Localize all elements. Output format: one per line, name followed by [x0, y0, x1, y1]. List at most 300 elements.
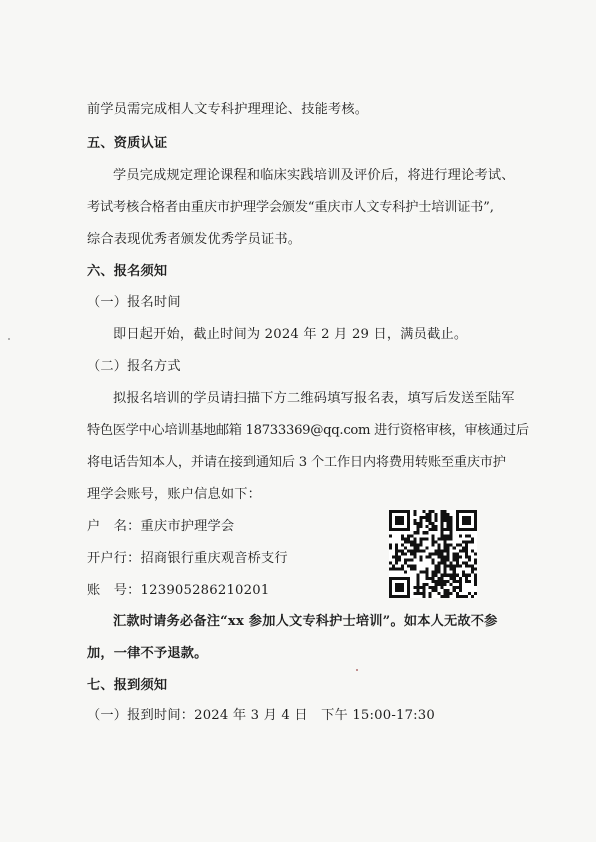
account-bank: 开户行：招商银行重庆观音桥支行 [87, 551, 288, 566]
qr-module [462, 528, 465, 531]
qr-module [389, 580, 392, 583]
qr-module [438, 571, 441, 574]
qr-module [416, 543, 419, 546]
qr-module [422, 595, 425, 598]
qr-module [465, 543, 468, 546]
qr-module [465, 595, 468, 598]
qr-module [416, 577, 419, 580]
qr-module [456, 562, 459, 565]
qr-module [474, 580, 477, 583]
qr-module [435, 540, 438, 543]
section-heading: 五、资质认证 [87, 136, 168, 151]
qr-module [428, 510, 431, 513]
qr-module [462, 540, 465, 543]
qr-module [416, 583, 419, 586]
qr-module [392, 528, 395, 531]
qr-module [447, 559, 450, 562]
qr-module [413, 537, 416, 540]
qr-module [444, 528, 447, 531]
qr-module [425, 537, 428, 540]
qr-module [410, 540, 413, 543]
qr-module [468, 559, 471, 562]
qr-module [428, 592, 431, 595]
qr-module [444, 574, 447, 577]
subsection-heading: （一）报到时间：2024 年 3 月 4 日 下午 15:00-17:30 [87, 708, 435, 723]
qr-module [404, 546, 407, 549]
qr-module [413, 519, 416, 522]
qr-module [462, 549, 465, 552]
qr-module [450, 534, 453, 537]
qr-module [425, 568, 428, 571]
qr-module [395, 586, 398, 589]
qr-module [389, 546, 392, 549]
qr-module [453, 589, 456, 592]
qr-module [407, 549, 410, 552]
qr-module [465, 565, 468, 568]
qr-module [465, 556, 468, 559]
qr-module [444, 537, 447, 540]
qr-module [465, 510, 468, 513]
qr-module [428, 522, 431, 525]
qr-module [392, 568, 395, 571]
qr-module [419, 592, 422, 595]
qr-module [431, 562, 434, 565]
qr-module [465, 574, 468, 577]
qr-module [422, 516, 425, 519]
qr-module [450, 562, 453, 565]
qr-module [419, 559, 422, 562]
qr-module [459, 595, 462, 598]
qr-module [389, 592, 392, 595]
qr-module [422, 589, 425, 592]
qr-module [468, 528, 471, 531]
qr-module [425, 516, 428, 519]
qr-module [422, 549, 425, 552]
qr-module [453, 580, 456, 583]
qr-module [398, 549, 401, 552]
qr-module [398, 568, 401, 571]
qr-module [474, 516, 477, 519]
qr-module [401, 528, 404, 531]
qr-module [435, 549, 438, 552]
qr-module [395, 562, 398, 565]
qr-module [419, 556, 422, 559]
qr-module [441, 537, 444, 540]
text-line: 前学员需完成相人文专科护理理论、技能考核。 [87, 102, 369, 117]
text-line: 理学会账号，账户信息如下： [87, 487, 262, 502]
qr-module [456, 586, 459, 589]
qr-module [438, 577, 441, 580]
qr-code-icon [389, 510, 477, 598]
qr-module [413, 540, 416, 543]
qr-module [407, 525, 410, 528]
qr-module [456, 559, 459, 562]
qr-module [465, 577, 468, 580]
qr-module [431, 543, 434, 546]
qr-module [389, 586, 392, 589]
qr-module [456, 565, 459, 568]
qr-module [416, 546, 419, 549]
qr-module [453, 552, 456, 555]
qr-module [471, 549, 474, 552]
qr-module [419, 537, 422, 540]
qr-module [428, 552, 431, 555]
qr-module [474, 522, 477, 525]
qr-module [441, 525, 444, 528]
qr-module [444, 543, 447, 546]
qr-module [462, 546, 465, 549]
qr-module [459, 543, 462, 546]
remittance-note: 加，一律不予退款。 [87, 646, 208, 661]
qr-module [401, 543, 404, 546]
qr-module [438, 549, 441, 552]
text-line: 特色医学中心培训基地邮箱 18733369@qq.com 进行资格审核，审核通过后 [87, 423, 529, 438]
qr-module [401, 519, 404, 522]
qr-module [428, 586, 431, 589]
qr-module [468, 519, 471, 522]
qr-module [447, 522, 450, 525]
qr-module [453, 565, 456, 568]
qr-module [404, 510, 407, 513]
qr-module [431, 571, 434, 574]
qr-module [407, 592, 410, 595]
qr-module [428, 516, 431, 519]
qr-module [468, 510, 471, 513]
qr-module [474, 552, 477, 555]
qr-module [435, 513, 438, 516]
qr-module [410, 549, 413, 552]
qr-module [465, 522, 468, 525]
qr-module [398, 556, 401, 559]
qr-module [441, 528, 444, 531]
qr-module [441, 531, 444, 534]
qr-module [422, 537, 425, 540]
qr-module [468, 534, 471, 537]
qr-module [438, 556, 441, 559]
qr-module [456, 580, 459, 583]
qr-module [450, 522, 453, 525]
qr-module [447, 592, 450, 595]
qr-module [444, 580, 447, 583]
qr-module [416, 522, 419, 525]
qr-module [404, 559, 407, 562]
qr-module [389, 577, 392, 580]
qr-module [444, 583, 447, 586]
qr-module [395, 522, 398, 525]
qr-module [465, 534, 468, 537]
qr-module [416, 592, 419, 595]
qr-module [459, 528, 462, 531]
section-heading: 六、报名须知 [87, 264, 168, 279]
qr-module [389, 528, 392, 531]
qr-module [453, 577, 456, 580]
qr-module [395, 528, 398, 531]
qr-module [444, 540, 447, 543]
qr-module [441, 562, 444, 565]
qr-module [444, 571, 447, 574]
qr-module [447, 595, 450, 598]
qr-module [407, 589, 410, 592]
qr-module [453, 571, 456, 574]
qr-module [413, 531, 416, 534]
qr-module [431, 525, 434, 528]
qr-module [428, 513, 431, 516]
qr-module [465, 528, 468, 531]
account-number: 账 号：123905286210201 [87, 583, 270, 598]
qr-module [441, 556, 444, 559]
qr-module [395, 546, 398, 549]
qr-module [410, 568, 413, 571]
qr-module [465, 519, 468, 522]
qr-module [447, 525, 450, 528]
qr-module [435, 580, 438, 583]
qr-module [398, 595, 401, 598]
qr-module [425, 571, 428, 574]
qr-module [444, 589, 447, 592]
qr-module [401, 568, 404, 571]
qr-module [447, 528, 450, 531]
qr-module [416, 589, 419, 592]
qr-module [441, 580, 444, 583]
qr-module [459, 556, 462, 559]
qr-module [444, 562, 447, 565]
qr-module [398, 519, 401, 522]
qr-module [474, 583, 477, 586]
qr-module [431, 586, 434, 589]
qr-module [413, 510, 416, 513]
qr-module [459, 580, 462, 583]
qr-module [447, 534, 450, 537]
qr-module [453, 574, 456, 577]
qr-module [462, 510, 465, 513]
qr-module [401, 549, 404, 552]
qr-module [425, 519, 428, 522]
qr-module [468, 556, 471, 559]
qr-module [398, 522, 401, 525]
qr-module [456, 592, 459, 595]
qr-module [407, 516, 410, 519]
qr-module [419, 540, 422, 543]
qr-module [425, 574, 428, 577]
qr-module [389, 543, 392, 546]
qr-module [462, 595, 465, 598]
qr-module [450, 583, 453, 586]
qr-module [428, 556, 431, 559]
qr-module [459, 577, 462, 580]
qr-module [450, 568, 453, 571]
qr-module [389, 525, 392, 528]
qr-module [450, 519, 453, 522]
qr-module [441, 577, 444, 580]
qr-module [413, 592, 416, 595]
qr-module [401, 589, 404, 592]
qr-module [392, 556, 395, 559]
qr-module [444, 559, 447, 562]
qr-module [459, 583, 462, 586]
qr-module [444, 568, 447, 571]
qr-module [395, 549, 398, 552]
qr-module [474, 568, 477, 571]
qr-module [419, 516, 422, 519]
qr-module [425, 531, 428, 534]
qr-module [468, 540, 471, 543]
qr-module [438, 552, 441, 555]
qr-module [441, 519, 444, 522]
qr-module [419, 519, 422, 522]
qr-module [447, 556, 450, 559]
qr-module [392, 565, 395, 568]
qr-module [435, 586, 438, 589]
qr-module [401, 595, 404, 598]
qr-module [413, 556, 416, 559]
qr-module [435, 583, 438, 586]
qr-module [413, 522, 416, 525]
qr-module [401, 586, 404, 589]
qr-module [419, 525, 422, 528]
qr-module [401, 583, 404, 586]
qr-module [471, 540, 474, 543]
qr-module [410, 552, 413, 555]
qr-module [450, 577, 453, 580]
qr-module [459, 589, 462, 592]
qr-module [428, 528, 431, 531]
qr-module [398, 586, 401, 589]
qr-module [416, 580, 419, 583]
qr-module [431, 522, 434, 525]
qr-module [471, 571, 474, 574]
qr-module [431, 552, 434, 555]
qr-module [422, 586, 425, 589]
qr-module [468, 574, 471, 577]
qr-module [425, 583, 428, 586]
qr-module [441, 595, 444, 598]
qr-module [447, 543, 450, 546]
qr-module [456, 513, 459, 516]
qr-module [395, 510, 398, 513]
account-name: 户 名：重庆市护理学会 [87, 519, 235, 534]
qr-module [462, 519, 465, 522]
qr-module [419, 543, 422, 546]
qr-module [428, 595, 431, 598]
qr-module [444, 519, 447, 522]
qr-module [444, 565, 447, 568]
qr-module [450, 565, 453, 568]
qr-module [465, 549, 468, 552]
qr-module [398, 528, 401, 531]
qr-module [459, 534, 462, 537]
qr-module [389, 568, 392, 571]
qr-module [404, 528, 407, 531]
qr-module [416, 574, 419, 577]
qr-module [462, 562, 465, 565]
qr-module [389, 534, 392, 537]
qr-module [456, 574, 459, 577]
qr-module [413, 552, 416, 555]
qr-module [404, 571, 407, 574]
qr-module [395, 583, 398, 586]
qr-module [407, 513, 410, 516]
qr-module [413, 568, 416, 571]
qr-module [465, 562, 468, 565]
qr-module [419, 549, 422, 552]
qr-module [456, 543, 459, 546]
qr-module [407, 519, 410, 522]
qr-module [416, 531, 419, 534]
qr-module [431, 580, 434, 583]
qr-module [389, 513, 392, 516]
qr-module [438, 562, 441, 565]
qr-module [398, 583, 401, 586]
qr-module [401, 534, 404, 537]
qr-module [419, 522, 422, 525]
qr-module [438, 537, 441, 540]
qr-module [465, 516, 468, 519]
qr-module [413, 549, 416, 552]
qr-module [431, 510, 434, 513]
qr-module [401, 516, 404, 519]
qr-module [398, 559, 401, 562]
qr-module [435, 568, 438, 571]
qr-module [441, 510, 444, 513]
qr-module [435, 589, 438, 592]
qr-module [422, 571, 425, 574]
qr-code[interactable] [389, 510, 477, 598]
qr-module [441, 534, 444, 537]
qr-module [438, 565, 441, 568]
text-line: 拟报名培训的学员请扫描下方二维码填写报名表，填写后发送至陆军 [113, 391, 515, 406]
qr-module [401, 552, 404, 555]
qr-module [456, 510, 459, 513]
qr-module [462, 574, 465, 577]
qr-module [459, 586, 462, 589]
qr-module [468, 565, 471, 568]
qr-module [413, 546, 416, 549]
qr-module [431, 540, 434, 543]
qr-module [456, 516, 459, 519]
qr-module [407, 528, 410, 531]
qr-module [453, 586, 456, 589]
qr-module [471, 565, 474, 568]
qr-module [462, 516, 465, 519]
qr-module [444, 513, 447, 516]
qr-module [398, 589, 401, 592]
qr-module [422, 592, 425, 595]
qr-module [474, 510, 477, 513]
qr-module [410, 565, 413, 568]
qr-module [453, 556, 456, 559]
qr-module [389, 519, 392, 522]
qr-module [441, 549, 444, 552]
qr-module [462, 522, 465, 525]
qr-module [407, 537, 410, 540]
qr-module [392, 595, 395, 598]
qr-module [413, 513, 416, 516]
qr-module [450, 525, 453, 528]
qr-module [404, 595, 407, 598]
qr-module [438, 592, 441, 595]
qr-module [450, 531, 453, 534]
qr-module [459, 510, 462, 513]
qr-module [431, 577, 434, 580]
qr-module [407, 534, 410, 537]
qr-module [450, 528, 453, 531]
qr-module [389, 516, 392, 519]
qr-module [444, 595, 447, 598]
qr-module [474, 562, 477, 565]
qr-module [392, 577, 395, 580]
qr-module [456, 528, 459, 531]
qr-module [456, 552, 459, 555]
